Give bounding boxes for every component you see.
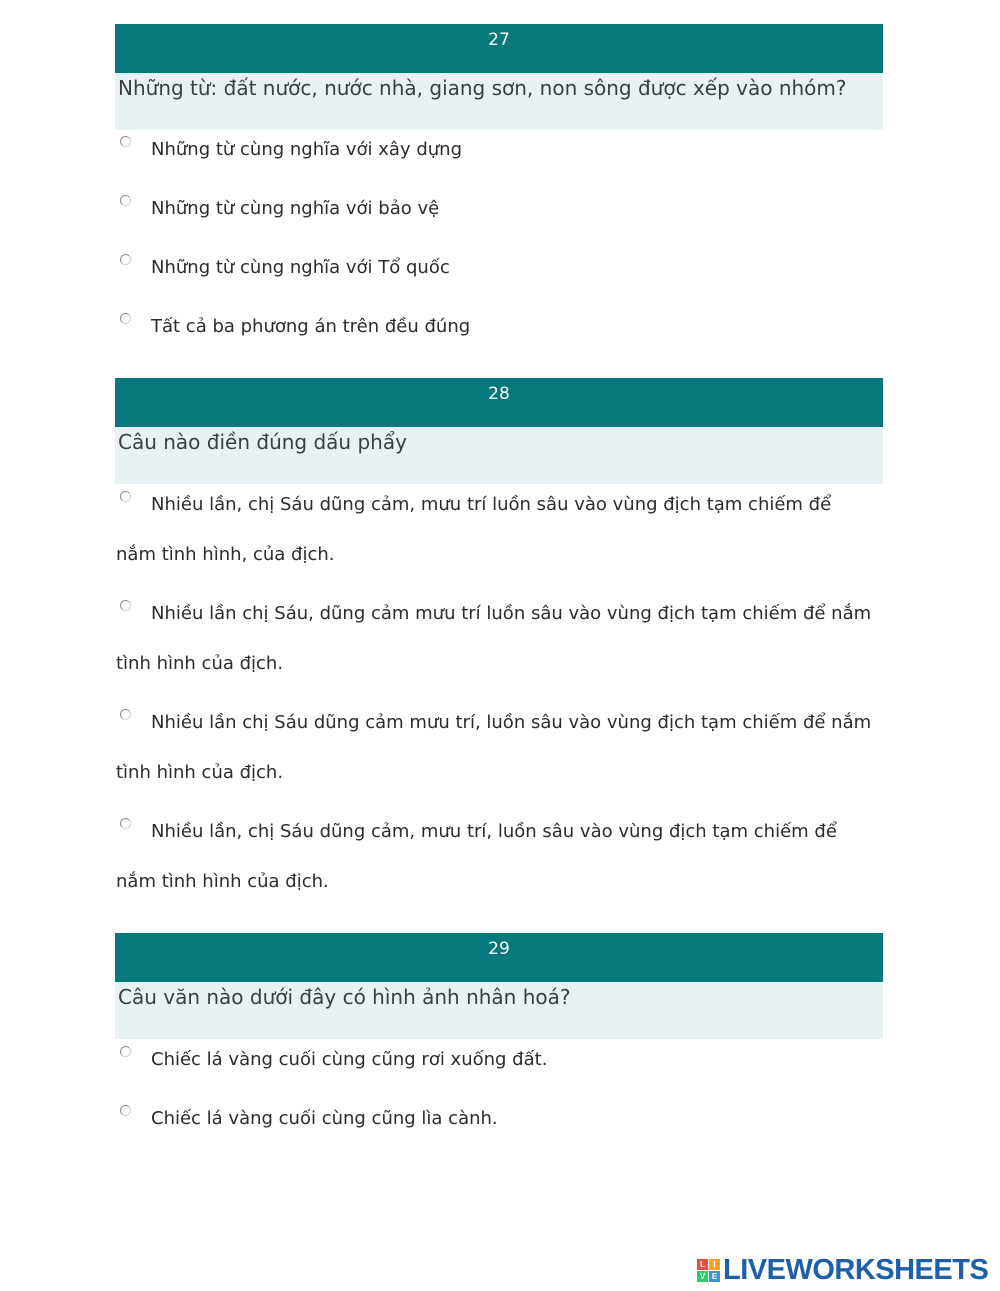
question-text: Câu văn nào dưới đây có hình ảnh nhân hoá?: [115, 982, 883, 1039]
option-text: Những từ cùng nghĩa với bảo vệ: [151, 198, 440, 219]
radio-button[interactable]: [120, 600, 131, 611]
option-text: Nhiều lần, chị Sáu dũng cảm, mưu trí luồn sâu vào vùng địch tạm chiếm để nắm tình hình, của địch.: [116, 494, 832, 565]
option-text: Nhiều lần chị Sáu, dũng cảm mưu trí luồn sâu vào vùng địch tạm chiếm để nắm tình hình của địch.: [116, 603, 872, 674]
option-text: Nhiều lần, chị Sáu dũng cảm, mưu trí, luồn sâu vào vùng địch tạm chiếm để nắm tình hình của địch.: [116, 821, 837, 892]
question-number: 28: [115, 378, 883, 427]
radio-button[interactable]: [120, 491, 131, 502]
option-text: Nhiều lần chị Sáu dũng cảm mưu trí, luồn sâu vào vùng địch tạm chiếm để nắm tình hình của địch.: [116, 712, 872, 783]
logo-block: L: [697, 1259, 708, 1270]
logo-blocks-icon: [697, 1259, 720, 1282]
option-text: Những từ cùng nghĩa với Tổ quốc: [151, 257, 450, 278]
radio-button[interactable]: [120, 254, 131, 265]
answer-option[interactable]: [116, 138, 876, 175]
answer-option[interactable]: [116, 602, 876, 689]
radio-button[interactable]: [120, 195, 131, 206]
radio-button[interactable]: [120, 136, 131, 147]
logo-block: V: [697, 1271, 708, 1282]
radio-button[interactable]: [120, 1046, 131, 1057]
answer-option[interactable]: [116, 820, 876, 907]
answer-option[interactable]: [116, 711, 876, 798]
logo-block: E: [709, 1271, 720, 1282]
radio-button[interactable]: [120, 709, 131, 720]
question-text: Những từ: đất nước, nước nhà, giang sơn, non sông được xếp vào nhóm?: [115, 73, 883, 130]
option-text: Những từ cùng nghĩa với xây dựng: [151, 139, 462, 160]
question-number: 27: [115, 24, 883, 73]
radio-button[interactable]: [120, 313, 131, 324]
question-28: [115, 378, 883, 484]
liveworksheets-logo: [697, 1254, 988, 1286]
answer-option[interactable]: [116, 197, 876, 234]
answer-option[interactable]: [116, 315, 876, 352]
option-text: Chiếc lá vàng cuối cùng cũng rơi xuống đất.: [151, 1049, 548, 1070]
question-27: [115, 24, 883, 130]
answer-option[interactable]: [116, 1107, 876, 1144]
logo-block: I: [709, 1259, 720, 1270]
answer-option[interactable]: [116, 493, 876, 580]
question-29: [115, 933, 883, 1039]
question-text: Câu nào điền đúng dấu phẩy: [115, 427, 883, 484]
option-text: Tất cả ba phương án trên đều đúng: [151, 316, 471, 337]
option-text: Chiếc lá vàng cuối cùng cũng lìa cành.: [151, 1108, 498, 1129]
question-number: 29: [115, 933, 883, 982]
radio-button[interactable]: [120, 1105, 131, 1116]
logo-text: LIVEWORKSHEETS: [723, 1253, 989, 1286]
answer-option[interactable]: [116, 1048, 876, 1085]
answer-option[interactable]: [116, 256, 876, 293]
radio-button[interactable]: [120, 818, 131, 829]
